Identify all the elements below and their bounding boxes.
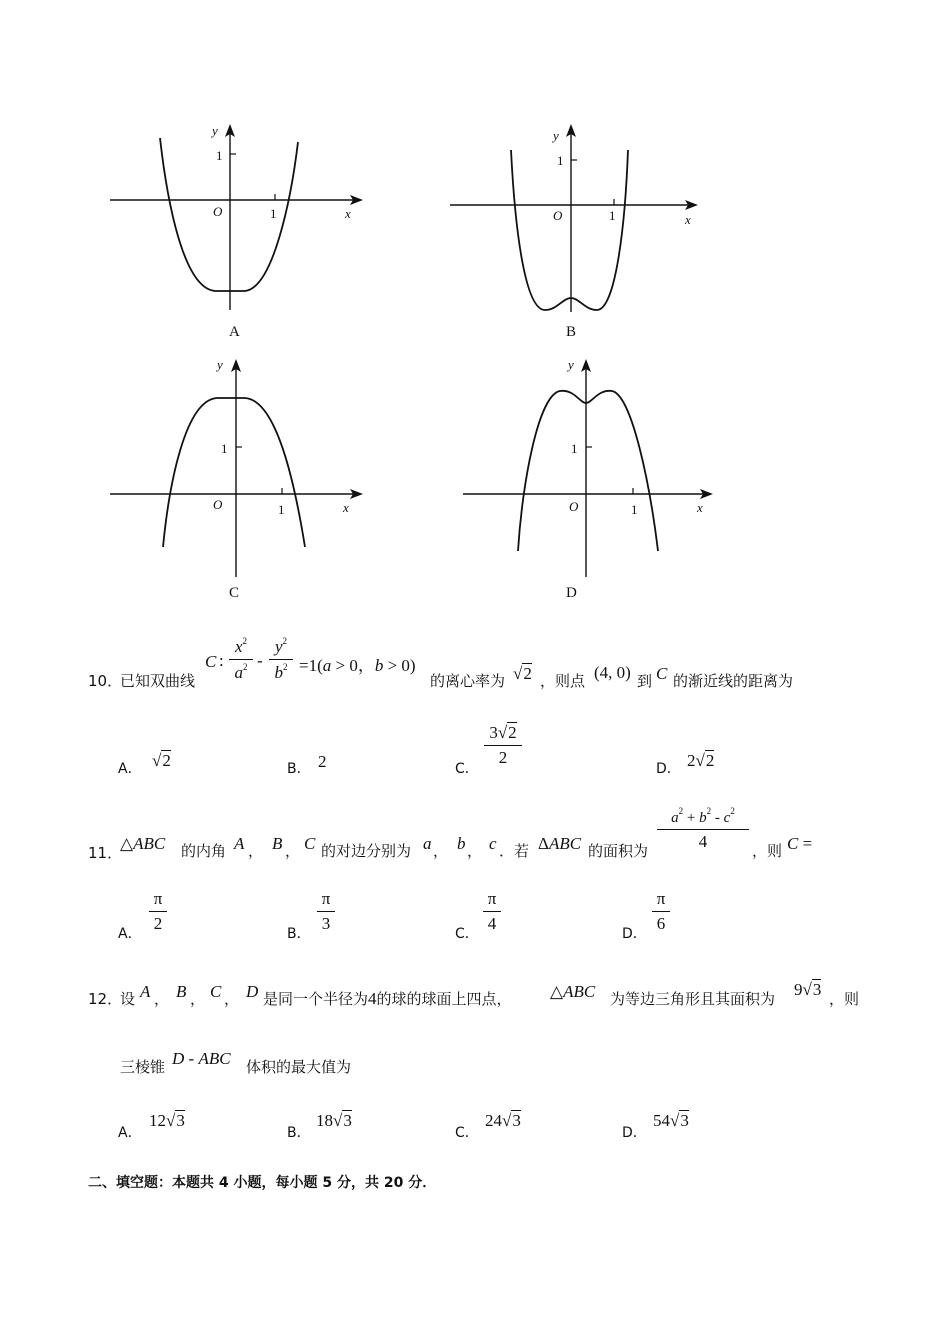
comma-c: ， [224, 990, 240, 1008]
y-axis-label: y [568, 357, 574, 372]
q12-option-b[interactable]: B． [287, 1125, 311, 1141]
x-axis-label: x [685, 212, 691, 227]
y-axis-label: y [217, 357, 223, 372]
angle-b: B [272, 834, 283, 853]
origin-label: O [553, 208, 563, 223]
q10-option-b-value: 2 [318, 752, 327, 771]
x-axis-label: x [343, 500, 349, 515]
comma-a: ， [154, 990, 170, 1008]
q11-option-b-value: π 3 [317, 889, 335, 934]
area-fraction: $a^2 + b^2 - c^2$ 4 [657, 806, 749, 852]
equation-rest: =1(a > 0，b > 0) [299, 656, 416, 675]
comma-4: ， [467, 842, 483, 860]
q12-text-4: 为等边三角形且其面积为 [610, 990, 776, 1008]
q12-text-5: ，则 [829, 990, 860, 1008]
q11-option-c-value: π 4 [483, 889, 501, 934]
q10-text-1: 已知双曲线 [120, 672, 196, 690]
angle-c: C [304, 834, 316, 853]
fraction-y2-b2: $y^2$ $b^2$ [269, 636, 293, 683]
graph-a [105, 120, 375, 320]
comma-1: ， [248, 842, 264, 860]
graph-c [105, 355, 375, 585]
pyramid-name: D - ABC [172, 1049, 231, 1068]
q11-text-2: 的对边分别为 [321, 842, 412, 860]
q11-text-4: 的面积为 [588, 842, 649, 860]
q11-number: 11． [88, 844, 123, 862]
q12-option-c[interactable]: C． [455, 1125, 479, 1141]
y-axis-label: y [553, 128, 559, 143]
eccentricity-value: √2 [513, 664, 532, 683]
q10-text-4: 到 [637, 672, 653, 690]
q11-option-a[interactable]: A． [118, 926, 142, 942]
graph-b [445, 120, 715, 320]
x-tick-label: 1 [609, 208, 616, 223]
y-tick-label: 1 [221, 441, 228, 456]
graph-b-caption: B [566, 324, 577, 340]
curve-name-ref: C [656, 664, 668, 683]
q11-delta-abc: ΔABC [538, 834, 582, 853]
minus-sign: - [257, 651, 263, 670]
graph-c-caption: C [229, 585, 240, 601]
point-c: C [210, 982, 222, 1001]
side-c: c [489, 834, 497, 853]
q12-option-a-value: 12√3 [149, 1111, 185, 1130]
q10-option-a-value: √2 [152, 751, 171, 770]
y-tick-label: 1 [557, 153, 564, 168]
q12-option-c-value: 24√3 [485, 1111, 521, 1130]
area-value: 9√3 [794, 980, 822, 999]
q12-number: 12． [88, 990, 123, 1008]
comma-b: ， [190, 990, 206, 1008]
q12-line2-text-2: 体积的最大值为 [246, 1058, 352, 1076]
q12-option-a[interactable]: A． [118, 1125, 142, 1141]
y-axis-label: y [212, 123, 218, 138]
q11-option-b[interactable]: B． [287, 926, 311, 942]
graph-a-caption: A [229, 324, 240, 340]
q10-option-b[interactable]: B． [287, 761, 311, 777]
point-d: D [246, 982, 259, 1001]
q10-number: 10． [88, 672, 123, 690]
q10-option-a[interactable]: A． [118, 761, 142, 777]
y-tick-label: 1 [571, 441, 578, 456]
x-axis-label: x [697, 500, 703, 515]
q10-option-d[interactable]: D． [656, 761, 681, 777]
graph-d-curve [518, 391, 658, 551]
comma-3: ， [433, 842, 449, 860]
q10-option-d-value: 2√2 [687, 751, 715, 770]
q11-option-d-value: π 6 [652, 889, 670, 934]
y-tick-label: 1 [216, 148, 223, 163]
comma-2: ， [285, 842, 301, 860]
q12-text-2: 是同一个半径为4的球的球面上四点， [263, 989, 512, 1008]
q10-text-5: 的渐近线的距离为 [673, 672, 794, 690]
fraction-x2-a2: $x^2$ $a^2$ [229, 636, 253, 683]
x-tick-label: 1 [270, 206, 277, 221]
angle-a: A [234, 834, 245, 853]
q11-triangle: △ABC [120, 834, 166, 853]
x-tick-label: 1 [278, 502, 285, 517]
q10-text-3: ，则点 [540, 672, 586, 690]
q12-text-1: 设 [120, 990, 136, 1008]
q10-option-c[interactable]: C． [455, 761, 479, 777]
graph-d-caption: D [566, 585, 577, 601]
q12-option-d-value: 54√3 [653, 1111, 689, 1130]
point-b: B [176, 982, 187, 1001]
origin-label: O [213, 497, 223, 512]
q12-triangle: △ABC [550, 982, 596, 1001]
graph-b-curve [511, 150, 628, 310]
colon: : [219, 651, 224, 670]
q11-option-c[interactable]: C． [455, 926, 479, 942]
q11-option-a-value: π 2 [149, 889, 167, 934]
graph-c-curve [163, 398, 305, 547]
q11-text-5: ，则 [752, 842, 783, 860]
q12-line2-text-1: 三棱锥 [120, 1058, 166, 1076]
q11-option-d[interactable]: D． [622, 926, 647, 942]
q10-text-2: 的离心率为 [430, 672, 506, 690]
q12-option-d[interactable]: D． [622, 1125, 647, 1141]
origin-label: O [569, 499, 579, 514]
q11-text-3: ．若 [499, 842, 530, 860]
c-equals: C = [787, 834, 813, 853]
q10-option-c-value: 3√2 2 [484, 723, 522, 768]
side-b: b [457, 834, 466, 853]
section-2-heading: 二、填空题：本题共 4 小题，每小题 5 分，共 20 分． [88, 1175, 437, 1191]
x-axis-label: x [345, 206, 351, 221]
origin-label: O [213, 204, 223, 219]
side-a: a [423, 834, 432, 853]
q12-option-b-value: 18√3 [316, 1111, 352, 1130]
curve-name: C [205, 652, 217, 671]
x-tick-label: 1 [631, 502, 638, 517]
graph-a-curve [160, 138, 298, 291]
point-a: A [140, 982, 151, 1001]
graph-d [460, 355, 730, 585]
point-coordinates: (4, 0) [594, 663, 631, 682]
q11-text-1: 的内角 [181, 842, 227, 860]
